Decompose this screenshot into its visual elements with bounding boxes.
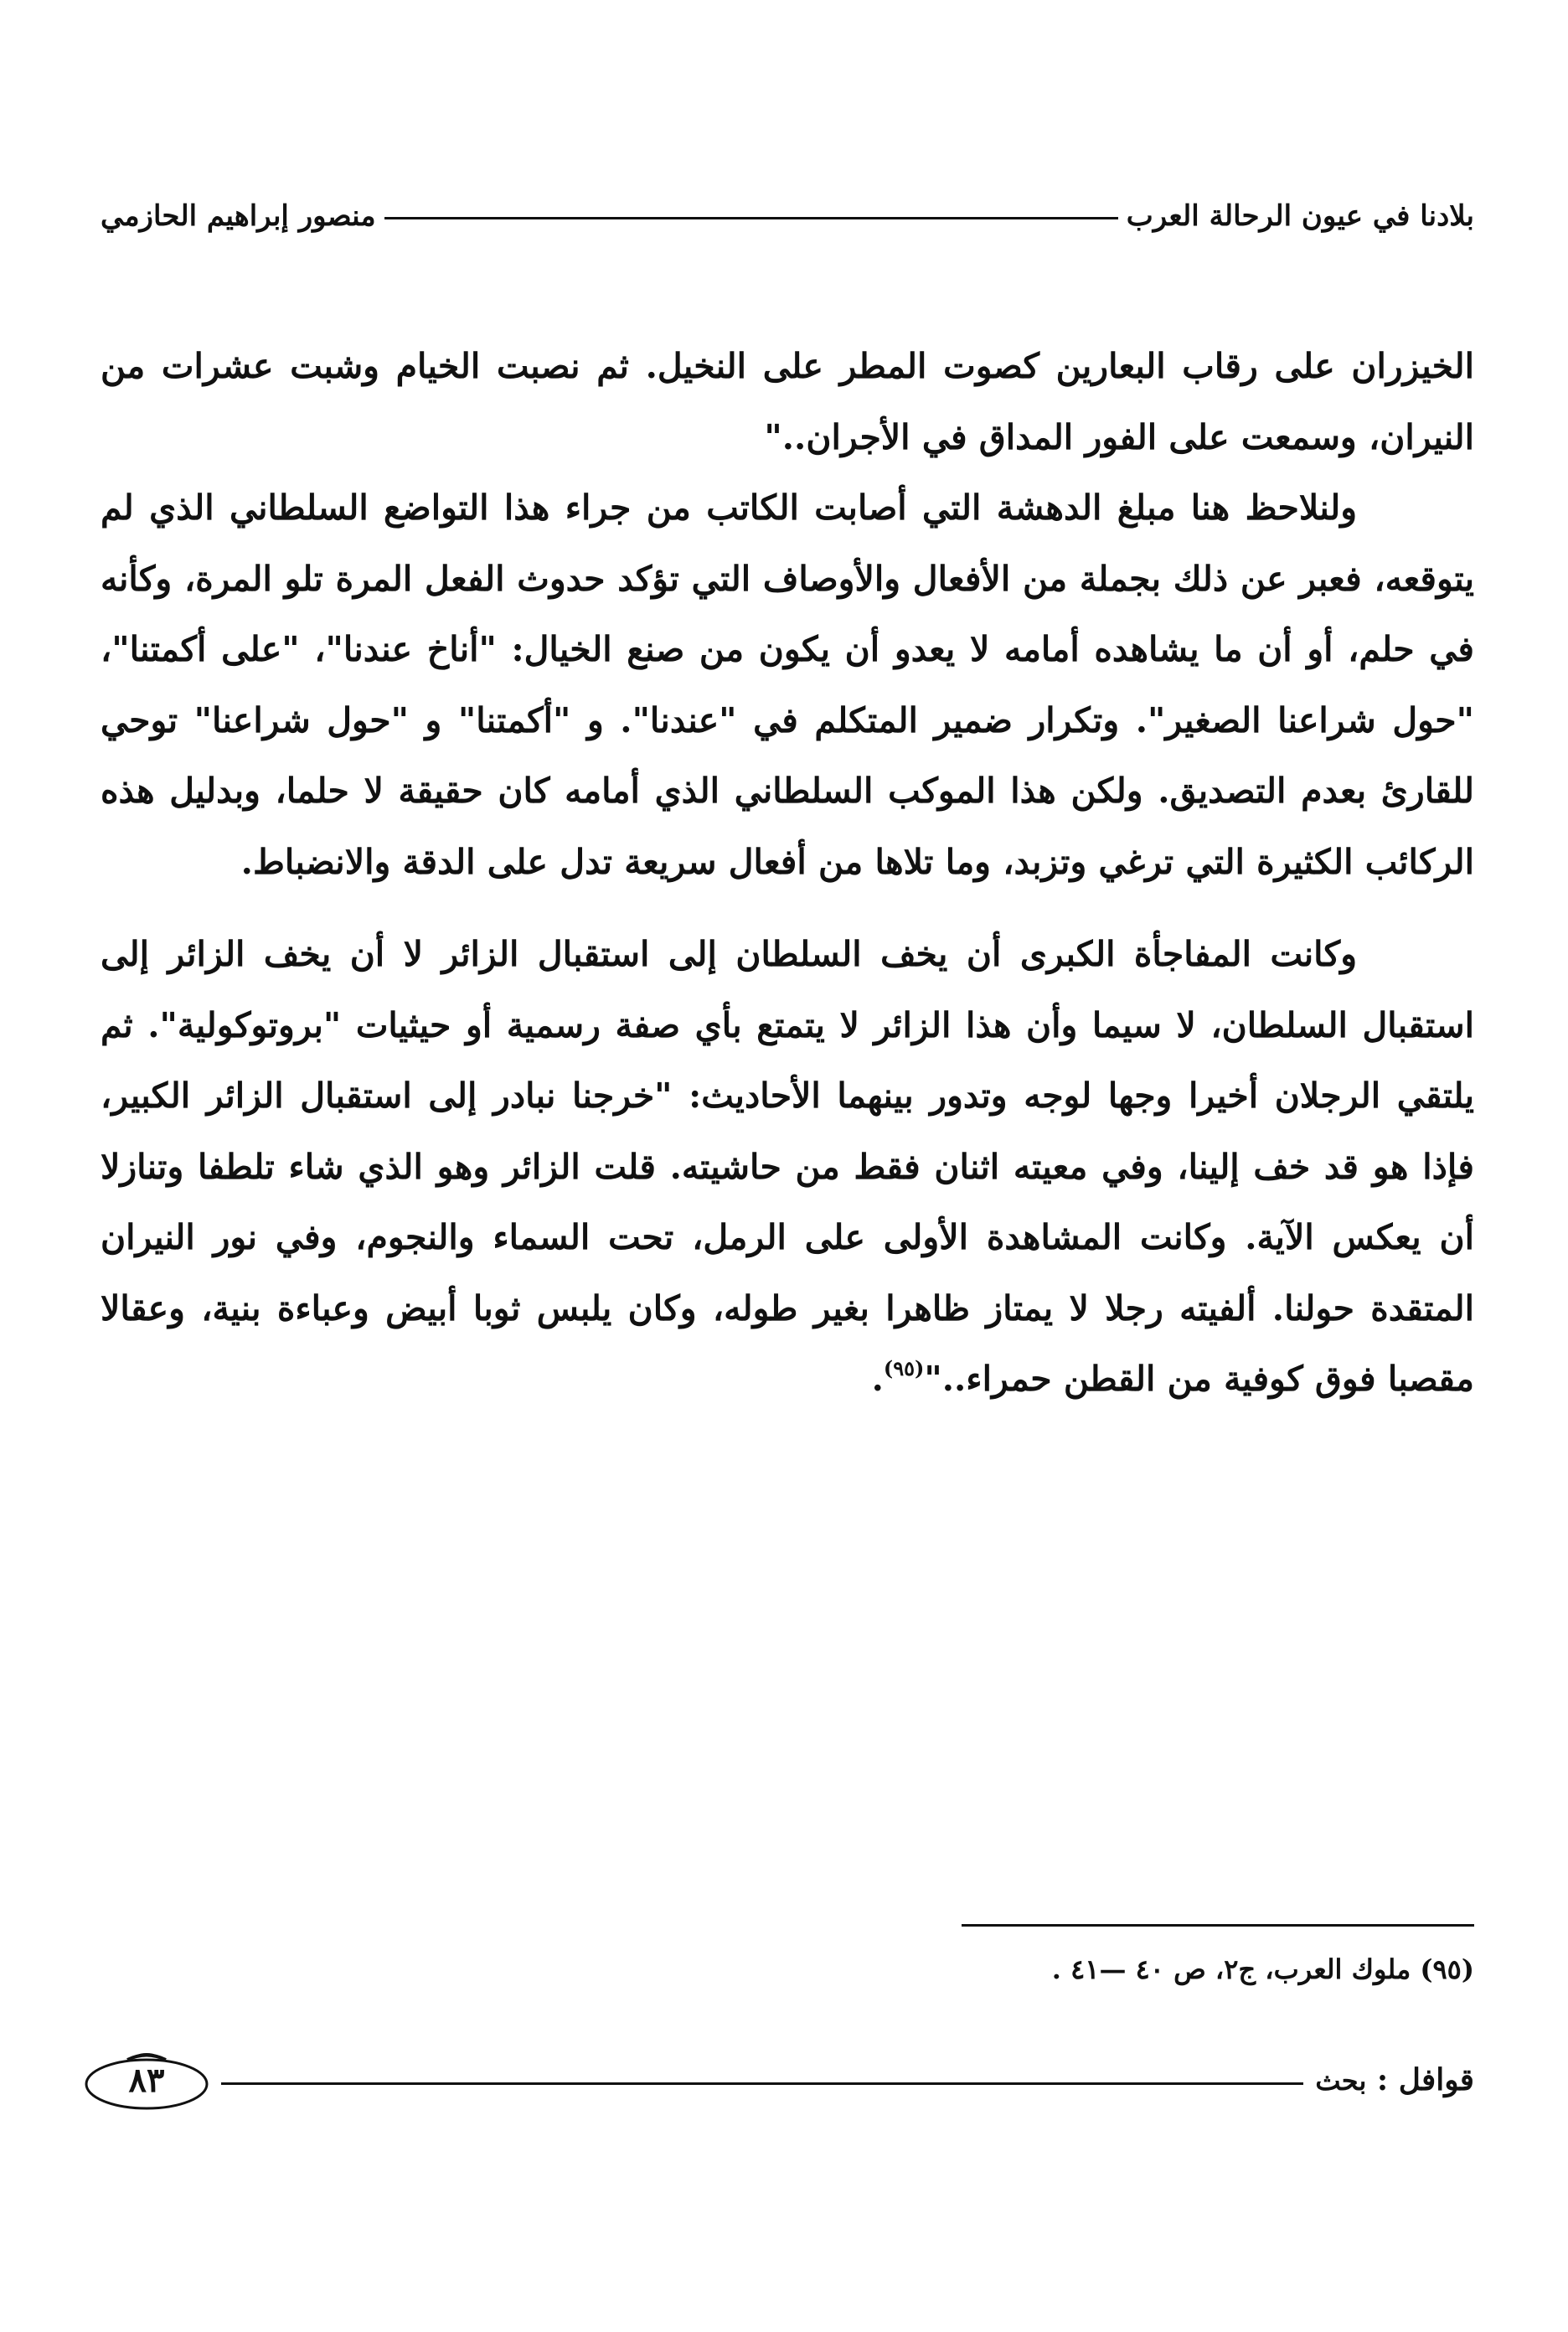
- footnote-marker[interactable]: (٩٥): [883, 1356, 925, 1380]
- section-name: بحث: [1315, 2065, 1367, 2097]
- page-number-badge: [84, 2049, 209, 2111]
- footnote-rule: [962, 1924, 1474, 1927]
- book-title: بلادنا في عيون الرحالة العرب: [1126, 199, 1474, 233]
- paragraph-3-text: وكانت المفاجأة الكبرى أن يخف السلطان إلى استقبال الزائر لا أن يخف الزائر إلى استقبال السلطان، لا سيما وأن هذا الزائر لا يتمتع بأي صفة رسمية أو حيثيات "بروتوكولية". ثم يلتقي الرجلان أخيرا وجها لوجه وتدور بينهما الأحاديث: "خرجنا نبادر إلى استقبال الزائر الكبير، فإذا هو قد خف إلينا، وفي معيته اثنان فقط من حاشيته. قلت الزائر وهو الذي شاء تلطفا وتنازلا أن يعكس الآية. وكانت المشاهدة الأولى على الرمل، تحت السماء والنجوم، وفي نور النيران المتقدة حولنا. ألفيته رجلا لا يمتاز ظاهرا بغير طوله، وكان يلبس ثوبا أبيض وعباءة بنية، وعقالا مقصبا فوق كوفية من القطن حمراء..": [101, 934, 1474, 1399]
- page-number: ٨٣: [128, 2060, 165, 2100]
- paragraph-1: الخيزران على رقاب البعارين كصوت المطر على النخيل. ثم نصبت الخيام وشبت عشرات من النيران، وسمعت على الفور المداق في الأجران..": [101, 346, 1474, 457]
- author-name: منصور إبراهيم الحازمي: [101, 199, 376, 233]
- header-rule: [384, 217, 1118, 219]
- journal-name: قوافل: [1398, 2062, 1474, 2097]
- page-footer: [84, 2042, 1474, 2118]
- footnote: (٩٥) ملوك العرب، ج٢، ص ٤٠ —٤١ .: [1051, 1953, 1474, 1985]
- running-header: [101, 191, 1474, 241]
- journal-separator: :: [1366, 2062, 1399, 2097]
- paragraph-3: وكانت المفاجأة الكبرى أن يخف السلطان إلى استقبال الزائر لا أن يخف الزائر إلى استقبال السلطان، لا سيما وأن هذا الزائر لا يتمتع بأي صفة رسمية أو حيثيات "بروتوكولية". ثم يلتقي الرجلان أخيرا وجها لوجه وتدور بينهما الأحاديث: "خرجنا نبادر إلى استقبال الزائر الكبير، فإذا هو قد خف إلينا، وفي معيته اثنان فقط من حاشيته. قلت الزائر وهو الذي شاء تلطفا وتنازلا أن يعكس الآية. وكانت المشاهدة الأولى على الرمل، تحت السماء والنجوم، وفي نور النيران المتقدة حولنا. ألفيته رجلا لا يمتاز ظاهرا بغير طوله، وكان يلبس ثوبا أبيض وعباءة بنية، وعقالا مقصبا فوق كوفية من القطن حمراء.."$^{(٩٥)}$.: [101, 934, 1474, 1399]
- body-text: [101, 331, 1474, 1415]
- paragraph-2: ولنلاحظ هنا مبلغ الدهشة التي أصابت الكاتب من جراء هذا التواضع السلطاني الذي لم يتوقعه، فعبر عن ذلك بجملة من الأفعال والأوصاف التي تؤكد حدوث الفعل المرة تلو المرة، وكأنه في حلم، أو أن ما يشاهده أمامه لا يعدو أن يكون من صنع الخيال: "أناخ عندنا"، "على أكمتنا"، "حول شراعنا الصغير". وتكرار ضمير المتكلم في "عندنا". و "أكمتنا" و "حول شراعنا" توحي للقارئ بعدم التصديق. ولكن هذا الموكب السلطاني الذي أمامه كان حقيقة لا حلما، وبدليل هذه الركائب الكثيرة التي ترغي وتزبد، وما تلاها من أفعال سريعة تدل على الدقة والانضباط.: [101, 488, 1474, 882]
- footer-rule: [221, 2082, 1303, 2085]
- journal-label: [1315, 2062, 1474, 2097]
